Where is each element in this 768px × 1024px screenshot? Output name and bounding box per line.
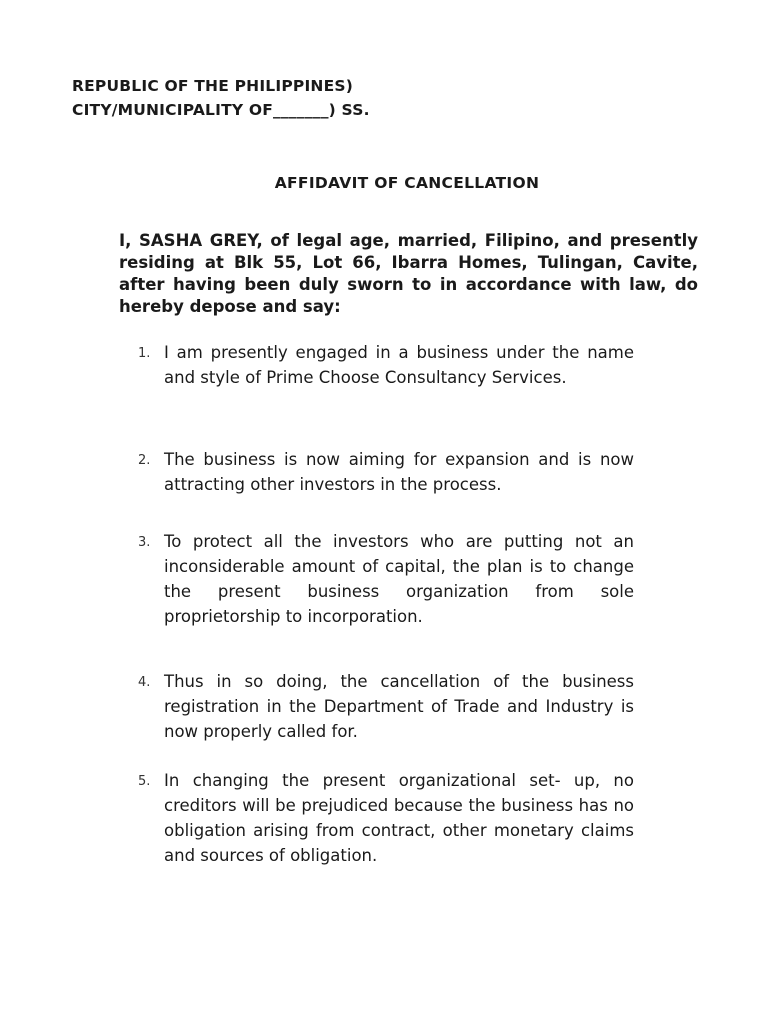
list-item: [138, 447, 634, 497]
list-item-text: I am presently engaged in a business under the name and style of Prime Choose Consultancy Services.: [164, 343, 634, 387]
list-item: [138, 529, 634, 629]
list-item-number: 3.: [138, 535, 151, 550]
document-title: AFFIDAVIT OF CANCELLATION: [274, 174, 540, 192]
list-item-text: To protect all the investors who are putting not an inconsiderable amount of capital, the plan is to change the present business organization from sole proprietorship to incorporation.: [164, 532, 634, 626]
list-item-number: 4.: [138, 675, 151, 690]
list-item: [138, 340, 634, 390]
list-item-number: 5.: [138, 774, 151, 789]
list-item: [138, 768, 634, 868]
list-item-text: In changing the present organizational set- up, no creditors will be prejudiced because the business has no obligation arising from contract, other monetary claims and sources of obligation.: [164, 771, 634, 865]
venue-block: [72, 74, 370, 122]
list-item-text: The business is now aiming for expansion and is now attracting other investors in the process.: [164, 450, 634, 494]
list-item-number: 2.: [138, 453, 151, 468]
venue-line-republic: REPUBLIC OF THE PHILIPPINES): [72, 77, 354, 95]
list-item: [138, 669, 634, 744]
venue-line-city: CITY/MUNICIPALITY OF_______) SS.: [72, 101, 370, 119]
list-item-text: Thus in so doing, the cancellation of the business registration in the Department of Trade and Industry is now properly called for.: [164, 672, 634, 741]
list-item-number: 1.: [138, 346, 151, 361]
intro-paragraph: I, SASHA GREY, of legal age, married, Filipino, and presently residing at Blk 55, Lot 66, Ibarra Homes, Tulingan, Cavite, after having been duly sworn to in accordance with law, do hereby depose and say:: [119, 231, 698, 316]
